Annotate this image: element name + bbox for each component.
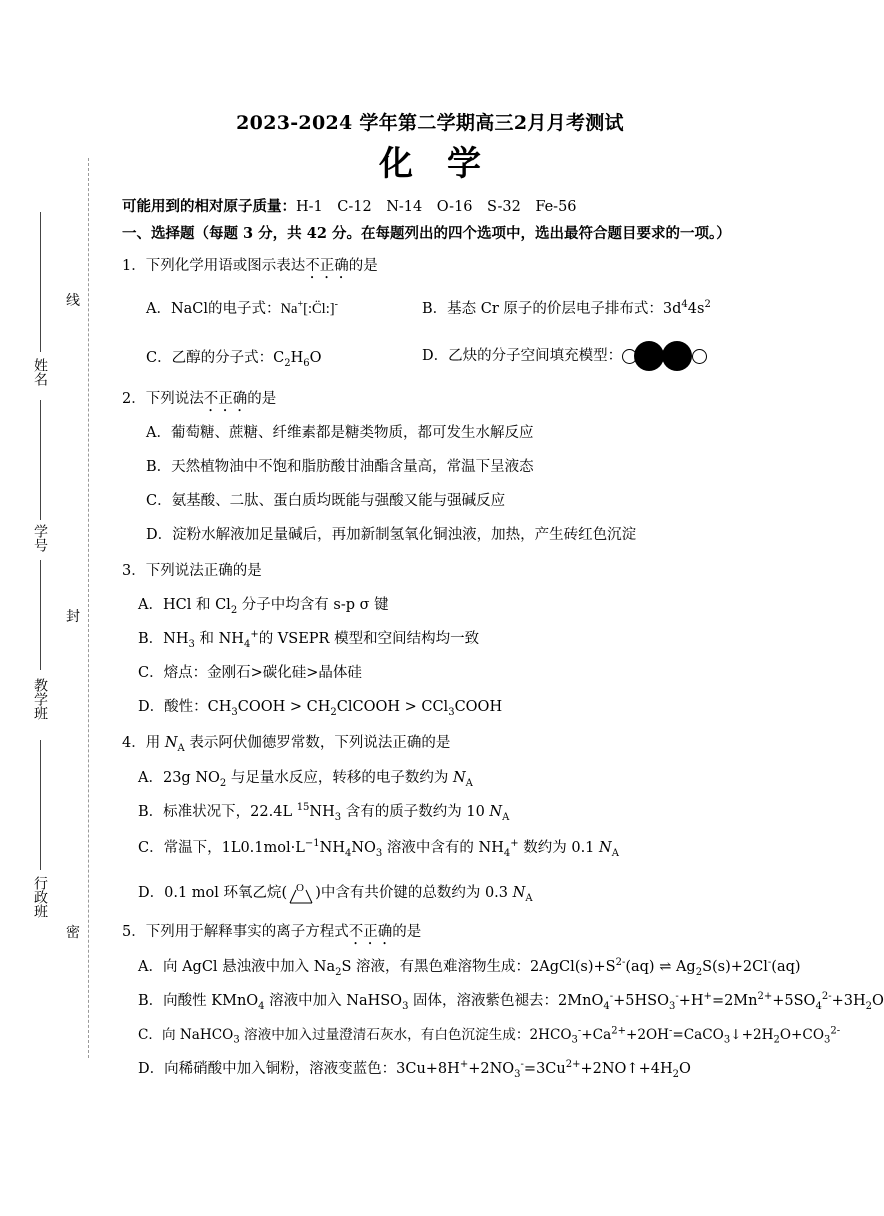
q5-option-a: A．向 AgCl 悬浊液中加入 $Na_2S$ 溶液，有黑色难溶物生成：$2AgCl(s)+S^{2-}(aq)$ ⇌ $Ag_2S(s)+2Cl^-(aq)$ [138, 957, 801, 978]
q1-stem: 1．下列化学用语或图示表达不正确的是 [122, 258, 378, 274]
q5-option-b: B．向酸性 KMnO$_4$ 溶液中加入 NaHSO$_3$ 固体，溶液紫色褪去：$2MnO_4^-+5HSO_3^-+H^+=2Mn^{2+}+5SO_4^{2-}+3H_2O$ [138, 991, 884, 1012]
atomic-masses: 可能用到的相对原子质量：H-1 C-12 N-14 O-16 S-32 Fe-56 [122, 198, 577, 215]
q2-option-c: C．氨基酸、二肽、蛋白质均既能与强酸又能与强碱反应 [146, 493, 506, 509]
q2-option-b: B．天然植物油中不饱和脂肪酸甘油酯含量高，常温下呈液态 [146, 459, 534, 475]
svg-text:O: O [296, 882, 305, 894]
name-label: 姓名 [32, 358, 48, 386]
q3-option-d: D．酸性：$CH_3COOH$ > $CH_2ClCOOH$ > CCl$_3$COOH [138, 699, 503, 718]
binding-mark-line: 线 [66, 293, 80, 309]
q1-option-d: D．乙炔的分子空间填充模型： [422, 341, 710, 371]
q3-option-b: B．$NH_3$ 和 $NH_4^+$的 VSEPR 模型和空间结构均一致 [138, 629, 480, 650]
q2-option-d: D．淀粉水解液加足量碱后，再加新制氢氧化铜浊液，加热，产生砖红色沉淀 [146, 527, 637, 543]
subject-title: 化学 [379, 144, 515, 184]
admin-class-label: 行政班 [32, 876, 48, 918]
student-id-blank[interactable] [40, 400, 41, 520]
q3-option-a: A．HCl 和 $Cl_2$ 分子中均含有 s-p σ 键 [138, 597, 389, 616]
ethyne-model-icon [622, 341, 710, 371]
q2-option-a: A．葡萄糖、蔗糖、纤维素都是糖类物质，都可发生水解反应 [146, 425, 534, 441]
q1-option-c: C．乙醇的分子式：$C_2H_6O$ [146, 350, 322, 369]
q3-option-c: C．熔点：金刚石>碳化硅>晶体硅 [138, 665, 362, 681]
teaching-class-label: 教学班 [32, 678, 48, 720]
section-heading: 一、选择题（每题 3 分，共 42 分。在每题列出的四个选项中，选出最符合题目要求的一项。） [122, 225, 731, 242]
student-id-label: 学号 [32, 524, 48, 552]
q1-option-a: A．NaCl的电子式：Na+[:C̈l:]- [146, 299, 338, 317]
binding-mark-seal: 封 [66, 609, 80, 625]
q4-option-c: C．常温下，$1L0.1mol\cdot L^{-1}NH_4NO_3$ 溶液中含有的 $NH_4^+$ 数约为 0.1 $N_A$ [138, 838, 619, 859]
q5-stem: 5．下列用于解释事实的离子方程式不正确的是 [122, 924, 422, 940]
q5-option-d: D．向稀硝酸中加入铜粉，溶液变蓝色：$3Cu+8H^++2NO_3^-=3Cu^{2+}+2NO↑+4H_2O$ [138, 1059, 691, 1080]
ethylene-oxide-icon [287, 880, 315, 906]
binding-dashed-line [88, 158, 89, 1058]
q4-option-d: D．0.1 mol 环氧乙烷( O )中含有共价键的总数约为 0.3 $N_A$ [138, 880, 533, 906]
teaching-class-blank[interactable] [40, 560, 41, 670]
q5-option-c: C．向 NaHCO$_3$ 溶液中加入过量澄清石灰水，有白色沉淀生成：$2HCO_3^-+Ca^{2+}+2OH^-=CaCO_3↓+2H_2O+CO_3^{2-}$ [138, 1025, 841, 1046]
q3-stem: 3．下列说法正确的是 [122, 563, 262, 579]
q4-stem: 4．用 $N_A$ 表示阿伏伽德罗常数，下列说法正确的是 [122, 735, 451, 754]
q1-option-b: B．基态 Cr 原子的价层电子排布式：$3d^44s^2$ [422, 299, 711, 317]
admin-class-blank[interactable] [40, 740, 41, 870]
q2-stem: 2．下列说法不正确的是 [122, 391, 277, 407]
exam-title: 2023-2024 学年第二学期高三2月月考测试 [236, 112, 624, 134]
name-blank[interactable] [40, 212, 41, 352]
binding-mark-secret: 密 [66, 925, 80, 941]
q4-option-b: B．标准状况下，22.4L $^{15}NH_3$ 含有的质子数约为 10 $N_A$ [138, 802, 510, 823]
q4-option-a: A．23g $NO_2$ 与足量水反应，转移的电子数约为 $N_A$ [138, 770, 473, 789]
